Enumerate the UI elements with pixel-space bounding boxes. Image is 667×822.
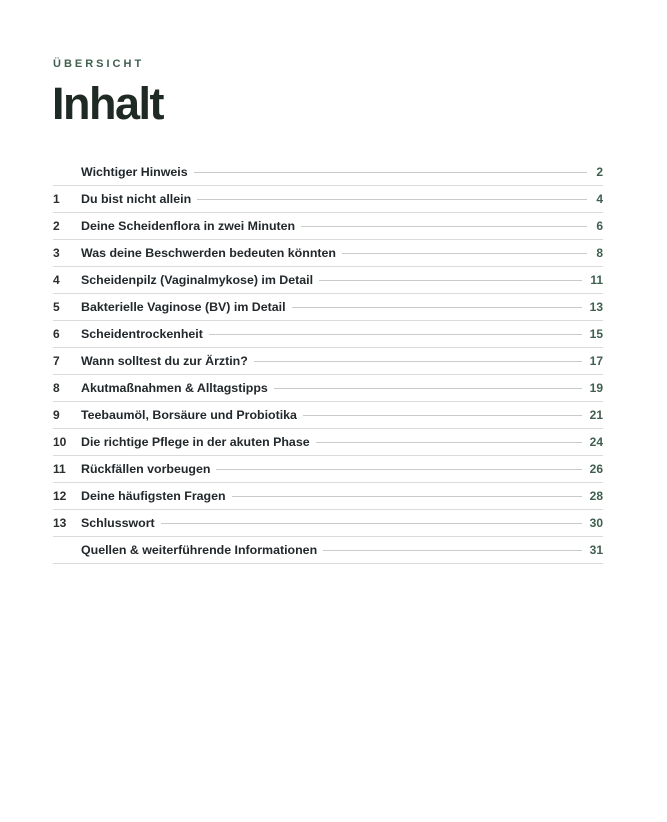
toc-entry-label: Quellen & weiterführende Informationen: [81, 543, 318, 557]
toc-entry-label: Deine Scheidenflora in zwei Minuten: [81, 219, 296, 233]
toc-leader-line: [197, 199, 587, 200]
toc-entry[interactable]: [53, 483, 603, 510]
toc-entry-label: Schlusswort: [81, 516, 155, 530]
toc-entry[interactable]: [53, 510, 603, 537]
toc-entry-number: 7: [53, 354, 60, 368]
toc-entry-label: Bakterielle Vaginose (BV) im Detail: [81, 300, 286, 314]
toc-entry-label: Wichtiger Hinweis: [81, 165, 188, 179]
toc-leader-line: [319, 280, 582, 281]
toc-entry-page: 6: [596, 219, 603, 233]
toc-leader-line: [232, 496, 582, 497]
toc-entry-label: Was deine Beschwerden bedeuten könnten: [81, 246, 336, 260]
toc-entry-label: Rückfällen vorbeugen: [81, 462, 211, 476]
toc-entry-number: 6: [53, 327, 60, 341]
toc-entry[interactable]: [53, 267, 603, 294]
toc-entry-number: 2: [53, 219, 60, 233]
toc-leader-line: [303, 415, 582, 416]
toc-leader-line: [209, 334, 582, 335]
toc-entry-label: Die richtige Pflege in der akuten Phase: [81, 435, 310, 449]
toc-entry[interactable]: [53, 456, 603, 483]
toc-entry-label: Teebaumöl, Borsäure und Probiotika: [81, 408, 297, 422]
toc-leader-line: [301, 226, 587, 227]
toc-leader-line: [292, 307, 582, 308]
toc-entry[interactable]: [53, 402, 603, 429]
toc-leader-line: [161, 523, 582, 524]
toc-entry-page: 13: [589, 300, 603, 314]
toc-entry[interactable]: [53, 537, 603, 564]
toc-entry[interactable]: [53, 321, 603, 348]
toc-entry[interactable]: [53, 429, 603, 456]
toc-entry-page: 31: [589, 543, 603, 557]
toc-entry-page: 19: [589, 381, 603, 395]
toc-leader-line: [316, 442, 582, 443]
toc-leader-line: [342, 253, 587, 254]
toc-entry-number: 13: [53, 516, 67, 530]
toc-entry-label: Du bist nicht allein: [81, 192, 192, 206]
toc-entry[interactable]: [53, 186, 603, 213]
toc-entry[interactable]: [53, 213, 603, 240]
toc-entry-page: 28: [589, 489, 603, 503]
toc-entry-label: Scheidentrockenheit: [81, 327, 203, 341]
toc-entry-number: 8: [53, 381, 60, 395]
toc-entry-page: 24: [589, 435, 603, 449]
toc-entry-number: 1: [53, 192, 60, 206]
section-eyebrow: ÜBERSICHT: [53, 58, 145, 70]
toc-entry-label: Scheidenpilz (Vaginalmykose) im Detail: [81, 273, 314, 287]
toc-leader-line: [216, 469, 581, 470]
toc-entry[interactable]: [53, 159, 603, 186]
toc-entry-page: 17: [589, 354, 603, 368]
toc-entry-page: 11: [590, 273, 603, 287]
toc-entry-page: 2: [596, 165, 603, 179]
toc-entry[interactable]: [53, 348, 603, 375]
toc-entry-number: 12: [53, 489, 67, 503]
toc-leader-line: [323, 550, 582, 551]
toc-entry-page: 30: [589, 516, 603, 530]
toc-entry-label: Wann solltest du zur Ärztin?: [81, 354, 248, 368]
toc-entry[interactable]: [53, 294, 603, 321]
toc-entry-number: 3: [53, 246, 60, 260]
table-of-contents: [53, 159, 603, 564]
toc-entry-page: 26: [589, 462, 603, 476]
toc-entry-page: 4: [596, 192, 603, 206]
toc-entry-number: 9: [53, 408, 60, 422]
toc-entry[interactable]: [53, 375, 603, 402]
toc-leader-line: [194, 172, 587, 173]
toc-entry-label: Akutmaßnahmen & Alltagstipps: [81, 381, 268, 395]
toc-entry-label: Deine häufigsten Fragen: [81, 489, 226, 503]
toc-entry-page: 15: [589, 327, 603, 341]
page-title: Inhalt: [52, 78, 163, 129]
toc-leader-line: [274, 388, 582, 389]
toc-entry-page: 8: [596, 246, 603, 260]
toc-entry-number: 11: [53, 462, 66, 476]
toc-leader-line: [254, 361, 582, 362]
toc-entry[interactable]: [53, 240, 603, 267]
toc-entry-number: 5: [53, 300, 60, 314]
toc-entry-number: 4: [53, 273, 60, 287]
toc-entry-page: 21: [589, 408, 603, 422]
toc-entry-number: 10: [53, 435, 67, 449]
